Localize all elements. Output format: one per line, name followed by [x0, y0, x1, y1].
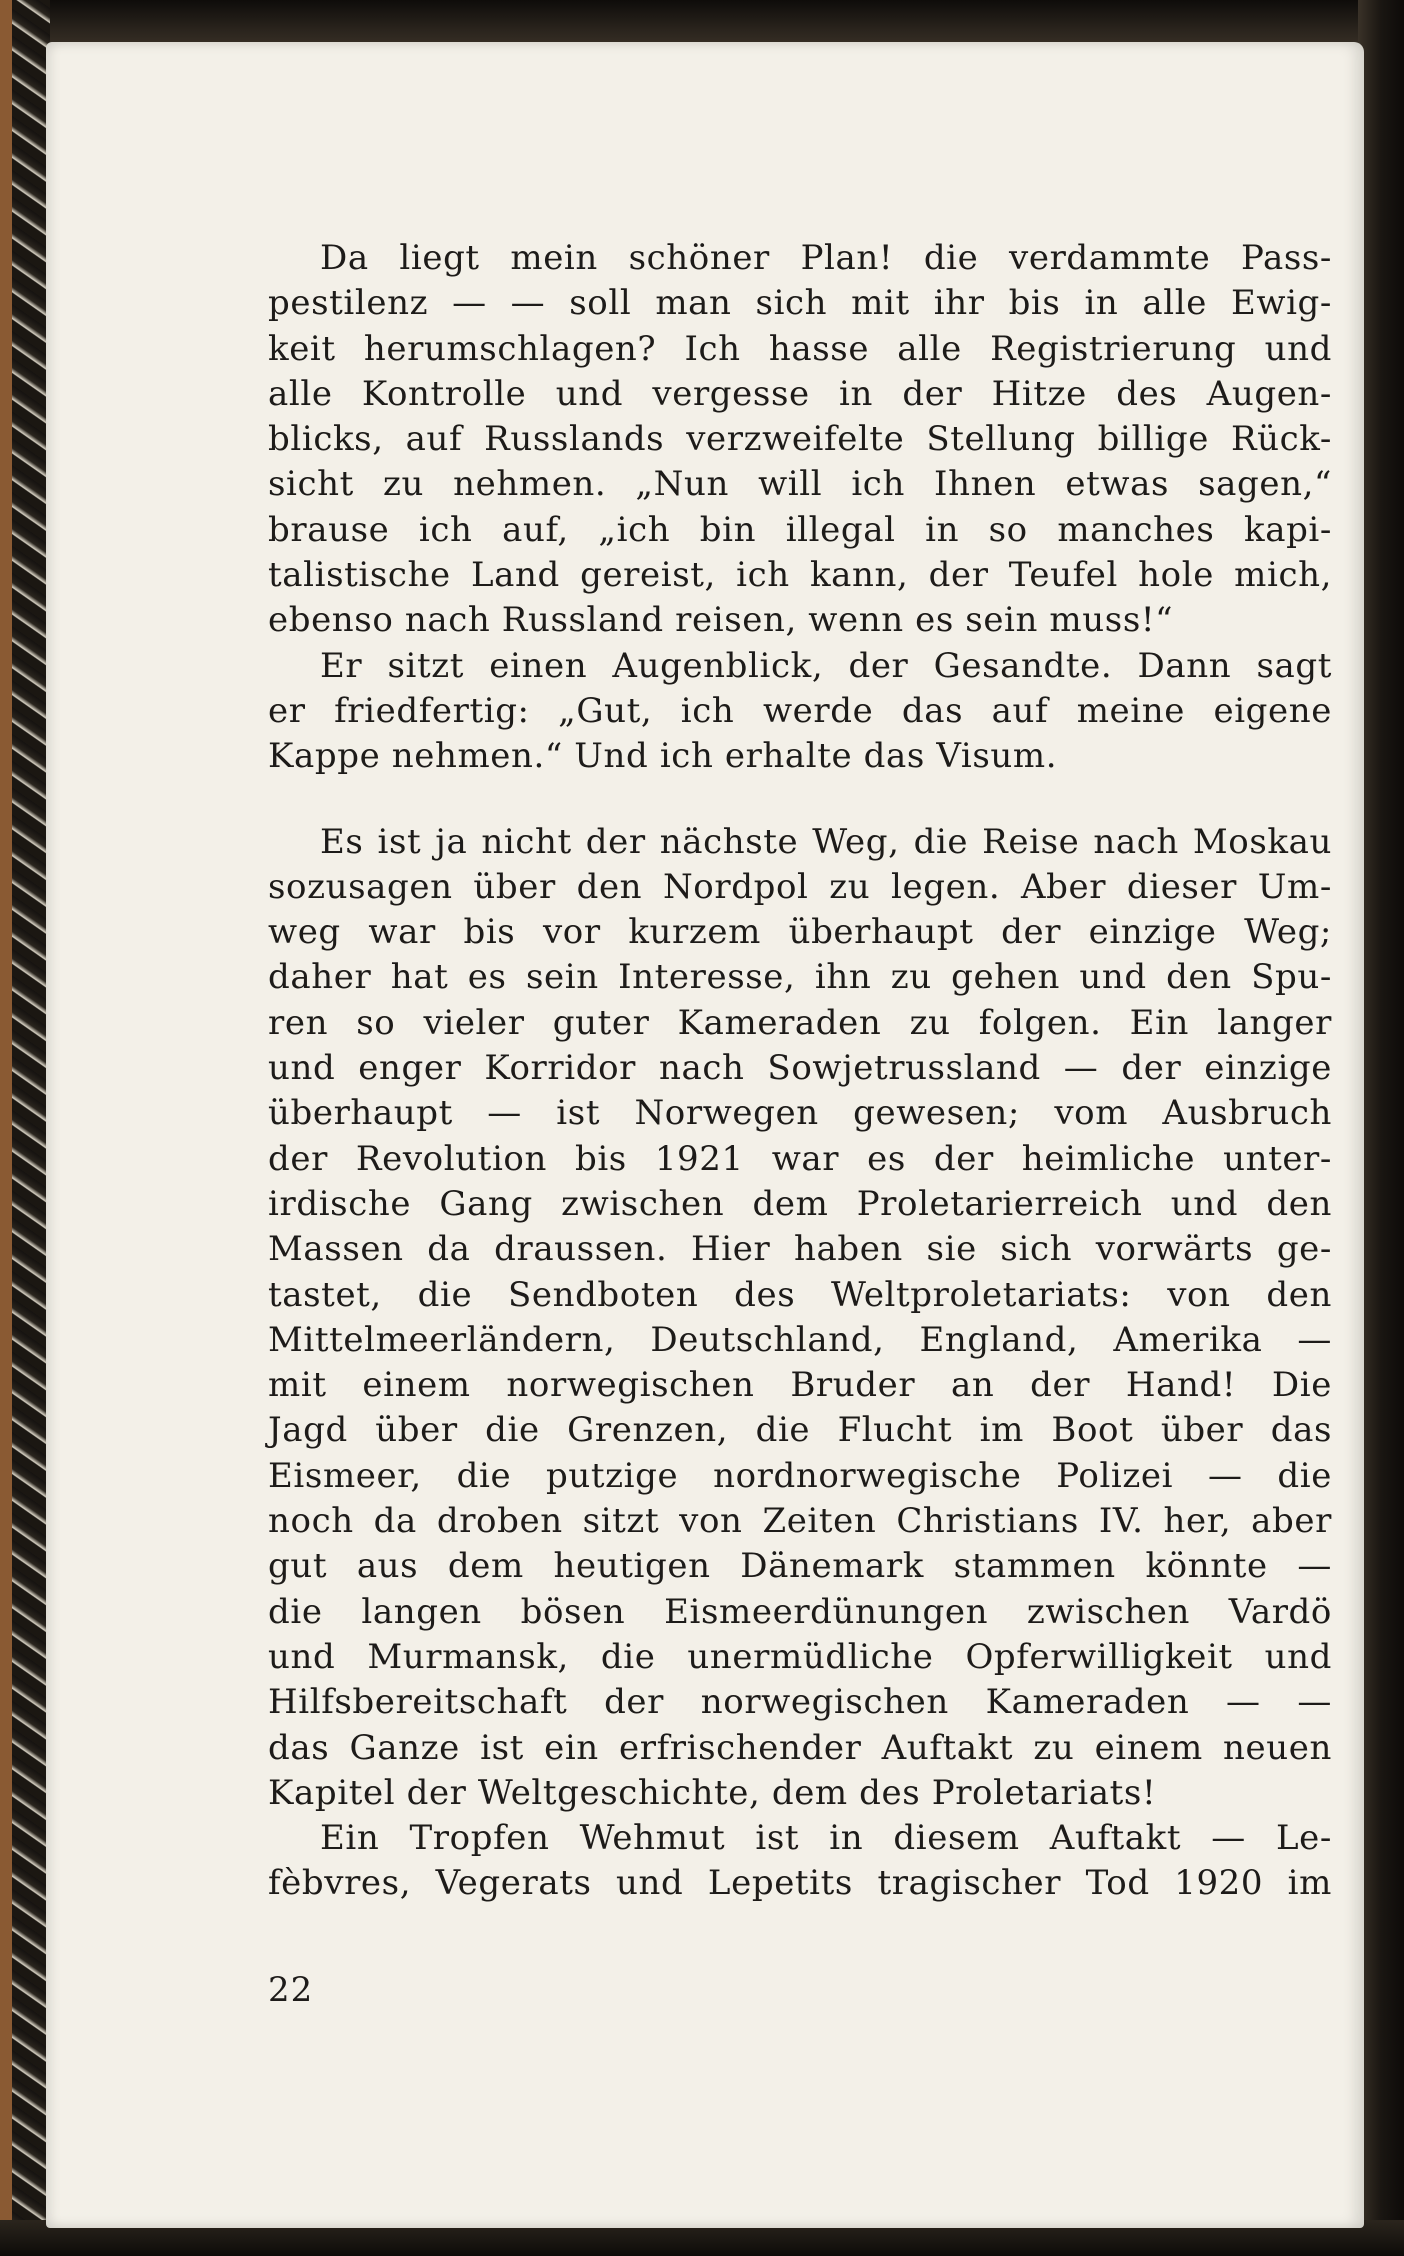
text-line: talistische Land gereist, ich kann, der Teufel hole mich,	[268, 555, 1332, 596]
text-line: weg war bis vor kurzem überhaupt der einzige Weg;	[268, 912, 1332, 953]
text-line: Hilfsbereitschaft der norwegischen Kameraden — —	[268, 1682, 1332, 1723]
text-line: mit einem norwegischen Bruder an der Hand! Die	[268, 1365, 1332, 1406]
text-line: Mittelmeerländern, Deutschland, England, Amerika —	[268, 1319, 1332, 1360]
text-line: überhaupt — ist Norwegen gewesen; vom Ausbruch	[268, 1093, 1332, 1134]
text-line: noch da droben sitzt von Zeiten Christians IV. her, aber	[268, 1501, 1332, 1542]
text-line: sicht zu nehmen. „Nun will ich Ihnen etwas sagen,“	[268, 464, 1332, 505]
text-line: ebenso nach Russland reisen, wenn es sein muss!“	[268, 600, 1174, 641]
text-line: Kapitel der Weltgeschichte, dem des Proletariats!	[268, 1772, 1157, 1813]
text-line: brause ich auf, „ich bin illegal in so manches kapi-	[268, 509, 1332, 550]
text-line: daher hat es sein Interesse, ihn zu gehen und den Spu-	[268, 957, 1332, 998]
text-line: Es ist ja nicht der nächste Weg, die Reise nach Moskau	[320, 821, 1332, 862]
text-line: blicks, auf Russlands verzweifelte Stellung billige Rück-	[268, 419, 1332, 460]
page-text	[268, 236, 1332, 1907]
text-line: Ein Tropfen Wehmut ist in diesem Auftakt — Le-	[320, 1818, 1332, 1859]
paragraph	[268, 236, 1332, 644]
page-number: 22	[268, 1970, 314, 2010]
text-line: fèbvres, Vegerats und Lepetits tragischer Tod 1920 im	[268, 1863, 1332, 1904]
book-page	[46, 42, 1364, 2228]
text-line: und Murmansk, die unermüdliche Opferwilligkeit und	[268, 1636, 1332, 1677]
text-line: ren so vieler guter Kameraden zu folgen. Ein langer	[268, 1002, 1332, 1043]
text-line: Da liegt mein schöner Plan! die verdammte Pass-	[320, 238, 1332, 278]
text-line: alle Kontrolle und vergesse in der Hitze des Augen-	[268, 373, 1332, 414]
paragraph	[268, 1816, 1332, 1907]
text-line: tastet, die Sendboten des Weltproletariats: von den	[268, 1274, 1332, 1315]
paragraph	[268, 644, 1332, 780]
book-cover-right	[1358, 0, 1404, 2256]
text-line: der Revolution bis 1921 war es der heimliche unter-	[268, 1138, 1332, 1179]
text-line: Eismeer, die putzige nordnorwegische Polizei — die	[268, 1455, 1332, 1496]
text-line: sozusagen über den Nordpol zu legen. Aber dieser Um-	[268, 866, 1332, 907]
text-line: irdische Gang zwischen dem Proletarierreich und den	[268, 1183, 1332, 1224]
text-line: keit herumschlagen? Ich hasse alle Registrierung und	[268, 328, 1332, 369]
text-line: das Ganze ist ein erfrischender Auftakt zu einem neuen	[268, 1727, 1332, 1768]
text-line: und enger Korridor nach Sowjetrussland — der einzige	[268, 1048, 1332, 1089]
text-line: Massen da draussen. Hier haben sie sich vorwärts ge-	[268, 1229, 1332, 1270]
text-line: Kappe nehmen.“ Und ich erhalte das Visum.	[268, 736, 1058, 777]
text-line: gut aus dem heutigen Dänemark stammen könnte —	[268, 1546, 1332, 1587]
book-binding-edge	[0, 0, 12, 2256]
paragraph	[268, 820, 1332, 1817]
section-break	[268, 780, 1332, 820]
text-line: die langen bösen Eismeerdünungen zwischen Vardö	[268, 1591, 1332, 1632]
text-line: Er sitzt einen Augenblick, der Gesandte. Dann sagt	[320, 645, 1332, 686]
text-line: pestilenz — — soll man sich mit ihr bis in alle Ewig-	[268, 283, 1332, 324]
text-line: er friedfertig: „Gut, ich werde das auf meine eigene	[268, 690, 1332, 731]
text-line: Jagd über die Grenzen, die Flucht im Boot über das	[268, 1410, 1332, 1451]
